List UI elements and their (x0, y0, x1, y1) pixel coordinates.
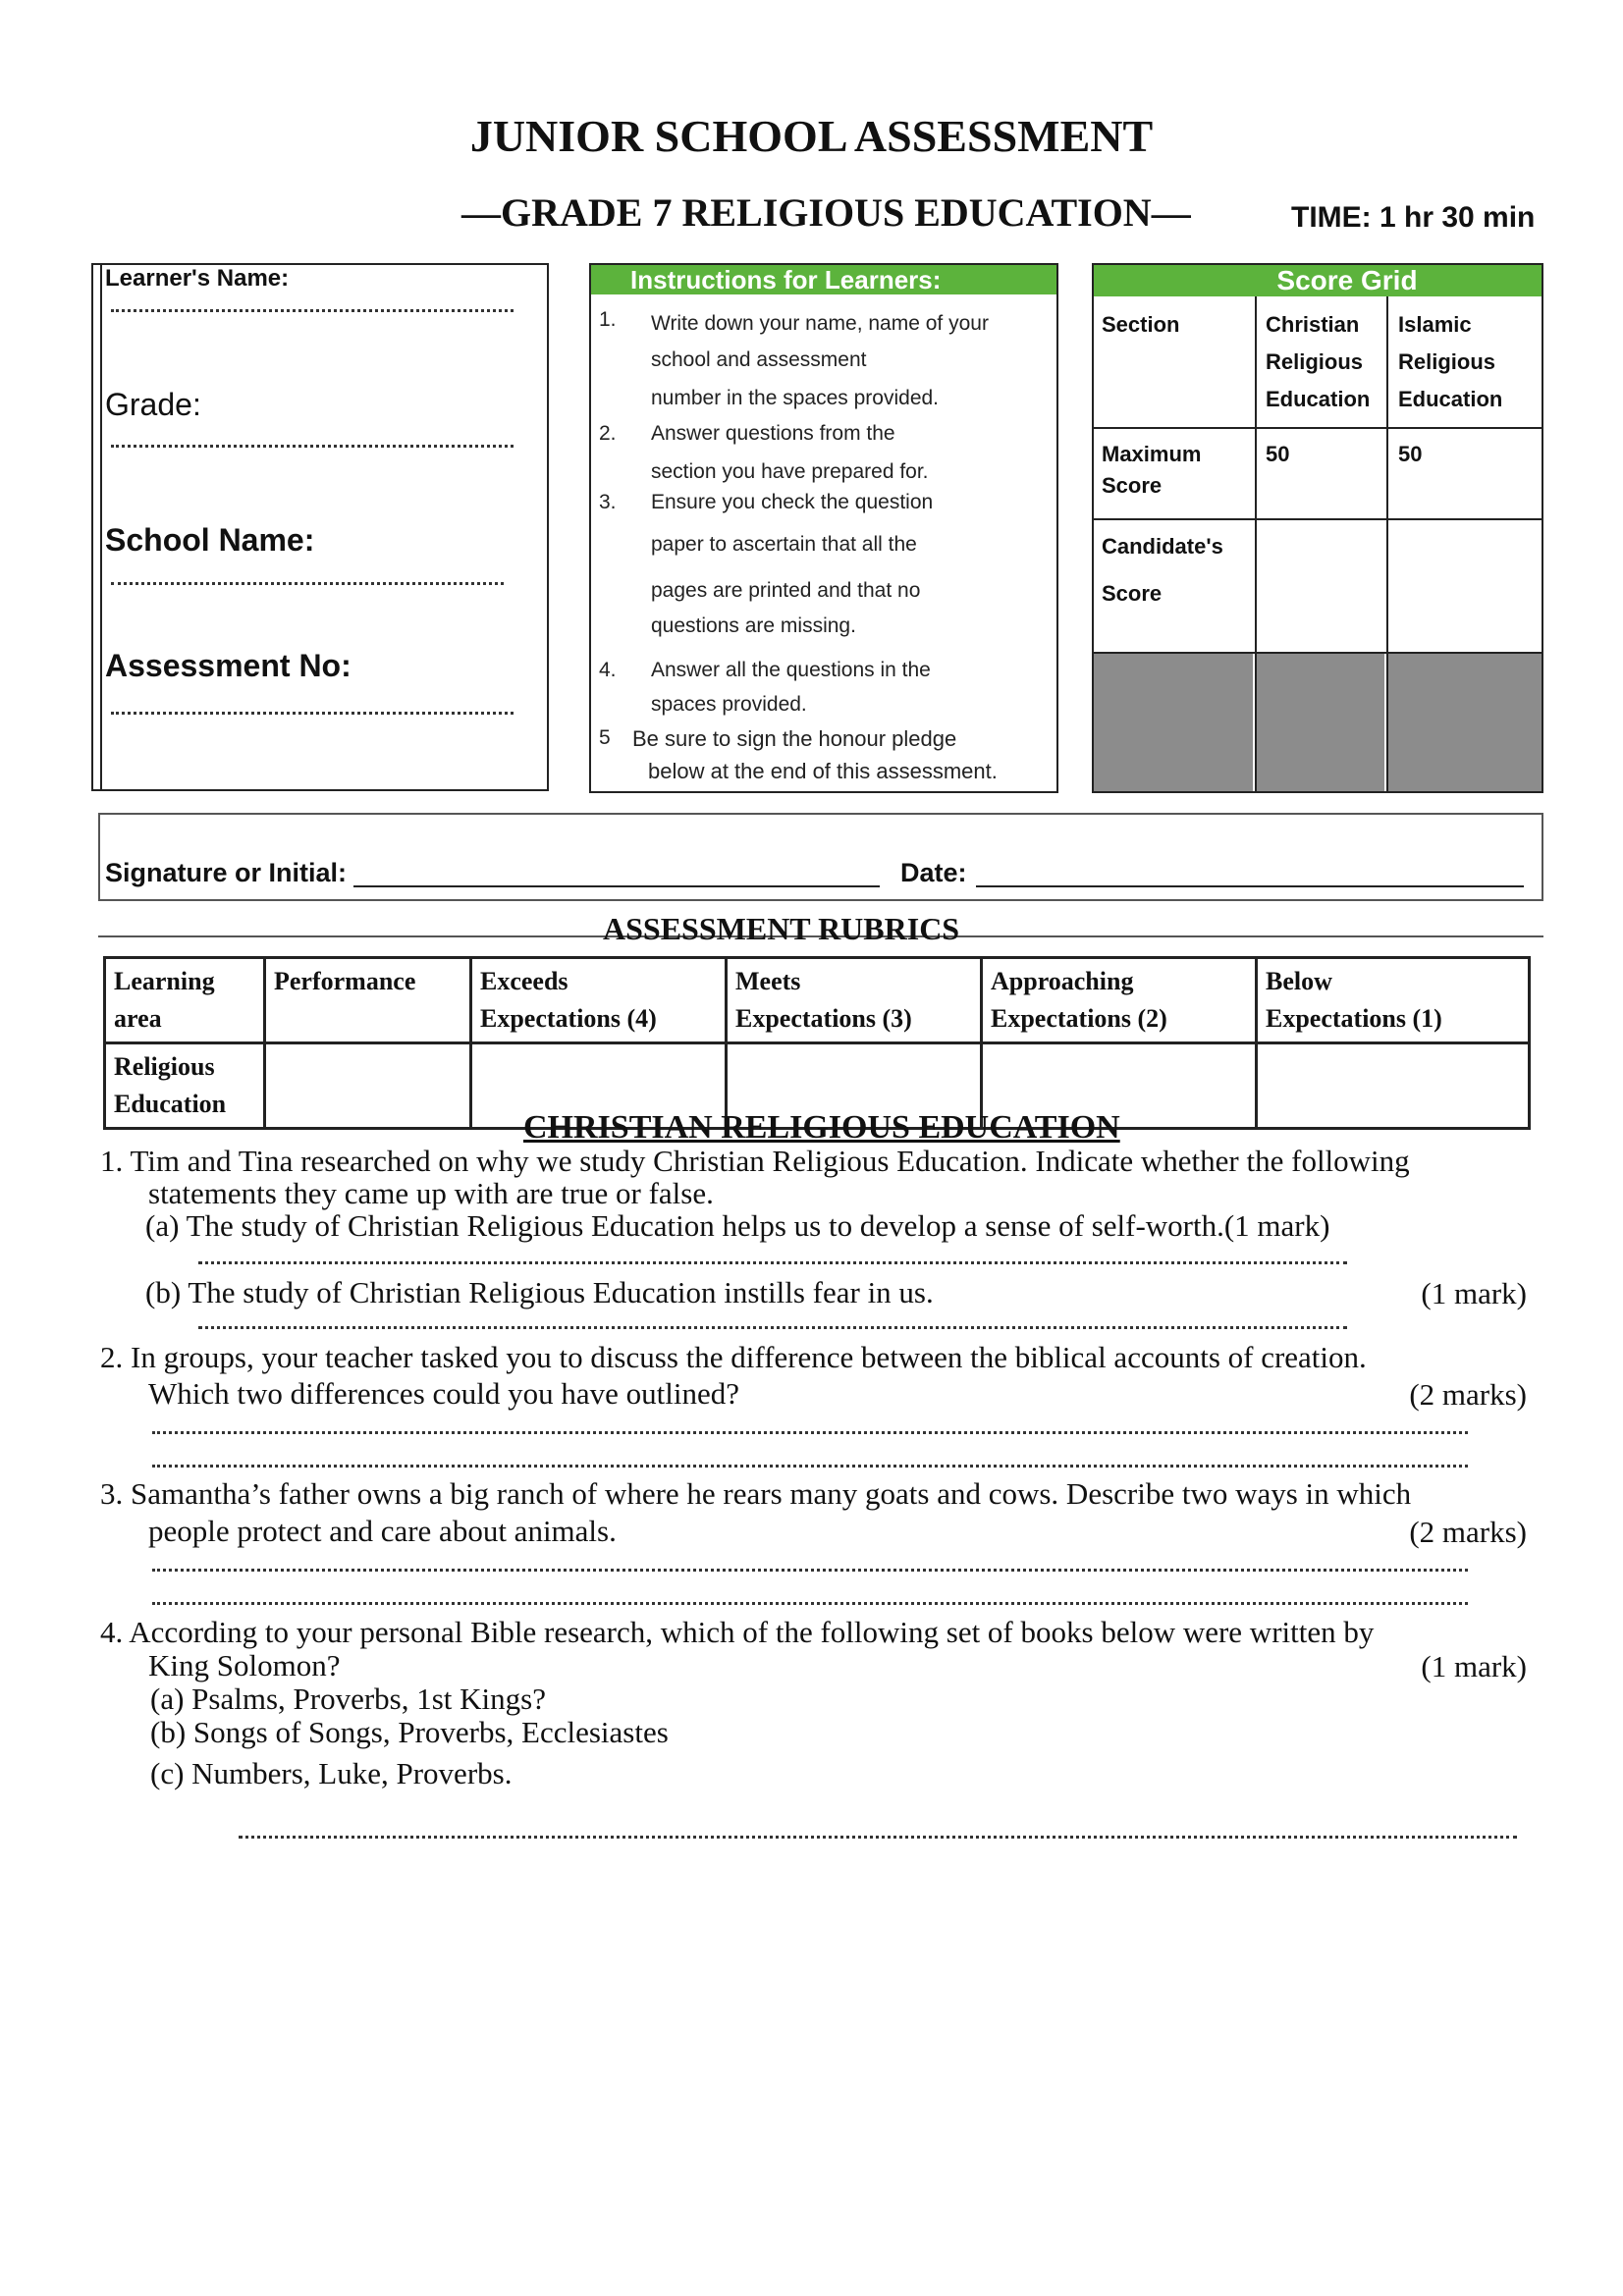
instruction-line: pages are printed and that no (651, 579, 921, 602)
school-name-label: School Name: (105, 522, 315, 558)
instruction-line: Write down your name, name of your (651, 312, 989, 335)
question-4-text: King Solomon? (148, 1648, 341, 1682)
grade-field[interactable] (111, 445, 514, 448)
candidate-score-label: Candidate's (1102, 534, 1223, 559)
question-4-option-c: (c) Numbers, Luke, Proverbs. (150, 1756, 513, 1790)
max-score-ire: 50 (1398, 442, 1423, 466)
rubric-header-row (105, 958, 1530, 1043)
instruction-line: spaces provided. (651, 693, 807, 716)
instruction-line: section you have prepared for. (651, 460, 929, 483)
instruction-line: school and assessment (651, 348, 867, 371)
ire-header: Education (1398, 387, 1503, 411)
question-1b: (b) The study of Christian Religious Education instills fear in us. (145, 1275, 934, 1309)
answer-line[interactable] (152, 1465, 1468, 1468)
question-1b-marks: (1 mark) (1421, 1276, 1527, 1310)
answer-line[interactable] (152, 1431, 1468, 1434)
grid-line (1094, 427, 1542, 429)
score-grid-heading: Score Grid (1094, 265, 1542, 296)
page-subtitle: —GRADE 7 RELIGIOUS EDUCATION— (461, 190, 1191, 235)
rubric-header-cell: Meets Expectations (3) (727, 958, 982, 1043)
instruction-number: 5 (599, 726, 611, 749)
rubric-header-cell: Exceeds Expectations (4) (471, 958, 727, 1043)
candidate-score-ire-field[interactable] (1398, 534, 1536, 642)
section-title: CHRISTIAN RELIGIOUS EDUCATION (523, 1109, 1120, 1146)
instruction-line: paper to ascertain that all the (651, 533, 917, 556)
instruction-number: 3. (599, 491, 617, 513)
learner-name-field[interactable] (111, 309, 514, 312)
max-score-label: Score (1102, 473, 1163, 498)
question-1-text: 1. Tim and Tina researched on why we study Christian Religious Education. Indicate whether the following (100, 1144, 1410, 1178)
section-header: Section (1102, 312, 1180, 337)
question-2-marks: (2 marks) (1409, 1377, 1527, 1412)
question-1a: (a) The study of Christian Religious Education helps us to develop a sense of self-worth.(1 mark) (145, 1208, 1330, 1243)
shaded-cell (1257, 654, 1384, 791)
date-field[interactable] (976, 885, 1524, 887)
answer-line[interactable] (152, 1602, 1468, 1605)
instruction-line: below at the end of this assessment. (648, 759, 998, 783)
time-allowed: TIME: 1 hr 30 min (1291, 201, 1536, 234)
grid-line (1094, 518, 1542, 520)
rubric-header-cell: Learning area (105, 958, 265, 1043)
max-score-label: Maximum (1102, 442, 1202, 466)
question-3-marks: (2 marks) (1409, 1515, 1527, 1549)
instructions-box (589, 263, 1058, 793)
question-2-text: 2. In groups, your teacher tasked you to discuss the difference between the biblical accounts of creation. (100, 1340, 1367, 1374)
question-4-marks: (1 mark) (1421, 1649, 1527, 1683)
signature-field[interactable] (353, 885, 880, 887)
ire-header: Islamic (1398, 312, 1472, 337)
instruction-line: Be sure to sign the honour pledge (632, 726, 957, 751)
cre-header: Religious (1266, 349, 1364, 374)
question-1-text: statements they came up with are true or false. (148, 1176, 714, 1210)
instruction-number: 4. (599, 659, 617, 681)
school-name-field[interactable] (111, 582, 504, 585)
instruction-number: 1. (599, 308, 617, 331)
question-4-text: 4. According to your personal Bible research, which of the following set of books below were written by (100, 1615, 1375, 1649)
cre-header: Education (1266, 387, 1371, 411)
assessment-number-field[interactable] (111, 712, 514, 715)
rubric-header-cell: Below Expectations (1) (1257, 958, 1530, 1043)
question-3-text: people protect and care about animals. (148, 1514, 617, 1548)
rubric-title: ASSESSMENT RUBRICS (603, 911, 960, 946)
instruction-line: questions are missing. (651, 614, 856, 637)
answer-line[interactable] (152, 1569, 1468, 1572)
rubric-table (103, 956, 1531, 1130)
instruction-line: number in the spaces provided. (651, 387, 940, 409)
learner-details-box (91, 263, 549, 791)
cre-header: Christian (1266, 312, 1360, 337)
answer-line[interactable] (198, 1326, 1347, 1329)
answer-line[interactable] (239, 1836, 1517, 1839)
instructions-heading: Instructions for Learners: (591, 265, 1056, 294)
rubric-header-cell: Approaching Expectations (2) (982, 958, 1257, 1043)
instruction-number: 2. (599, 422, 617, 445)
candidate-score-label: Score (1102, 581, 1163, 606)
instruction-line: Ensure you check the question (651, 491, 934, 513)
instruction-line: Answer questions from the (651, 422, 895, 445)
ire-header: Religious (1398, 349, 1496, 374)
page-title: JUNIOR SCHOOL ASSESSMENT (469, 111, 1154, 161)
answer-line[interactable] (198, 1261, 1347, 1264)
box-border-line (100, 265, 102, 789)
learner-name-label: Learner's Name: (105, 265, 290, 292)
date-label: Date: (900, 858, 967, 887)
score-grid (1092, 263, 1543, 793)
rubric-cell[interactable] (1257, 1043, 1530, 1129)
candidate-score-cre-field[interactable] (1266, 534, 1381, 642)
shaded-cell (1094, 654, 1253, 791)
question-2-text: Which two differences could you have outlined? (148, 1376, 740, 1411)
instruction-line: Answer all the questions in the (651, 659, 931, 681)
question-4-option-a: (a) Psalms, Proverbs, 1st Kings? (150, 1682, 546, 1716)
rubric-header-cell: Performance (265, 958, 471, 1043)
grade-label: Grade: (105, 387, 201, 422)
signature-label: Signature or Initial: (105, 858, 348, 887)
question-3-text: 3. Samantha’s father owns a big ranch of where he rears many goats and cows. Describe two ways in which (100, 1476, 1412, 1511)
rubric-cell[interactable] (265, 1043, 471, 1129)
rubric-row-label: Religious Education (105, 1043, 265, 1129)
shaded-cell (1388, 654, 1542, 791)
max-score-cre: 50 (1266, 442, 1290, 466)
signature-box (98, 813, 1543, 901)
question-4-option-b: (b) Songs of Songs, Proverbs, Ecclesiastes (150, 1715, 669, 1749)
assessment-number-label: Assessment No: (105, 648, 352, 683)
